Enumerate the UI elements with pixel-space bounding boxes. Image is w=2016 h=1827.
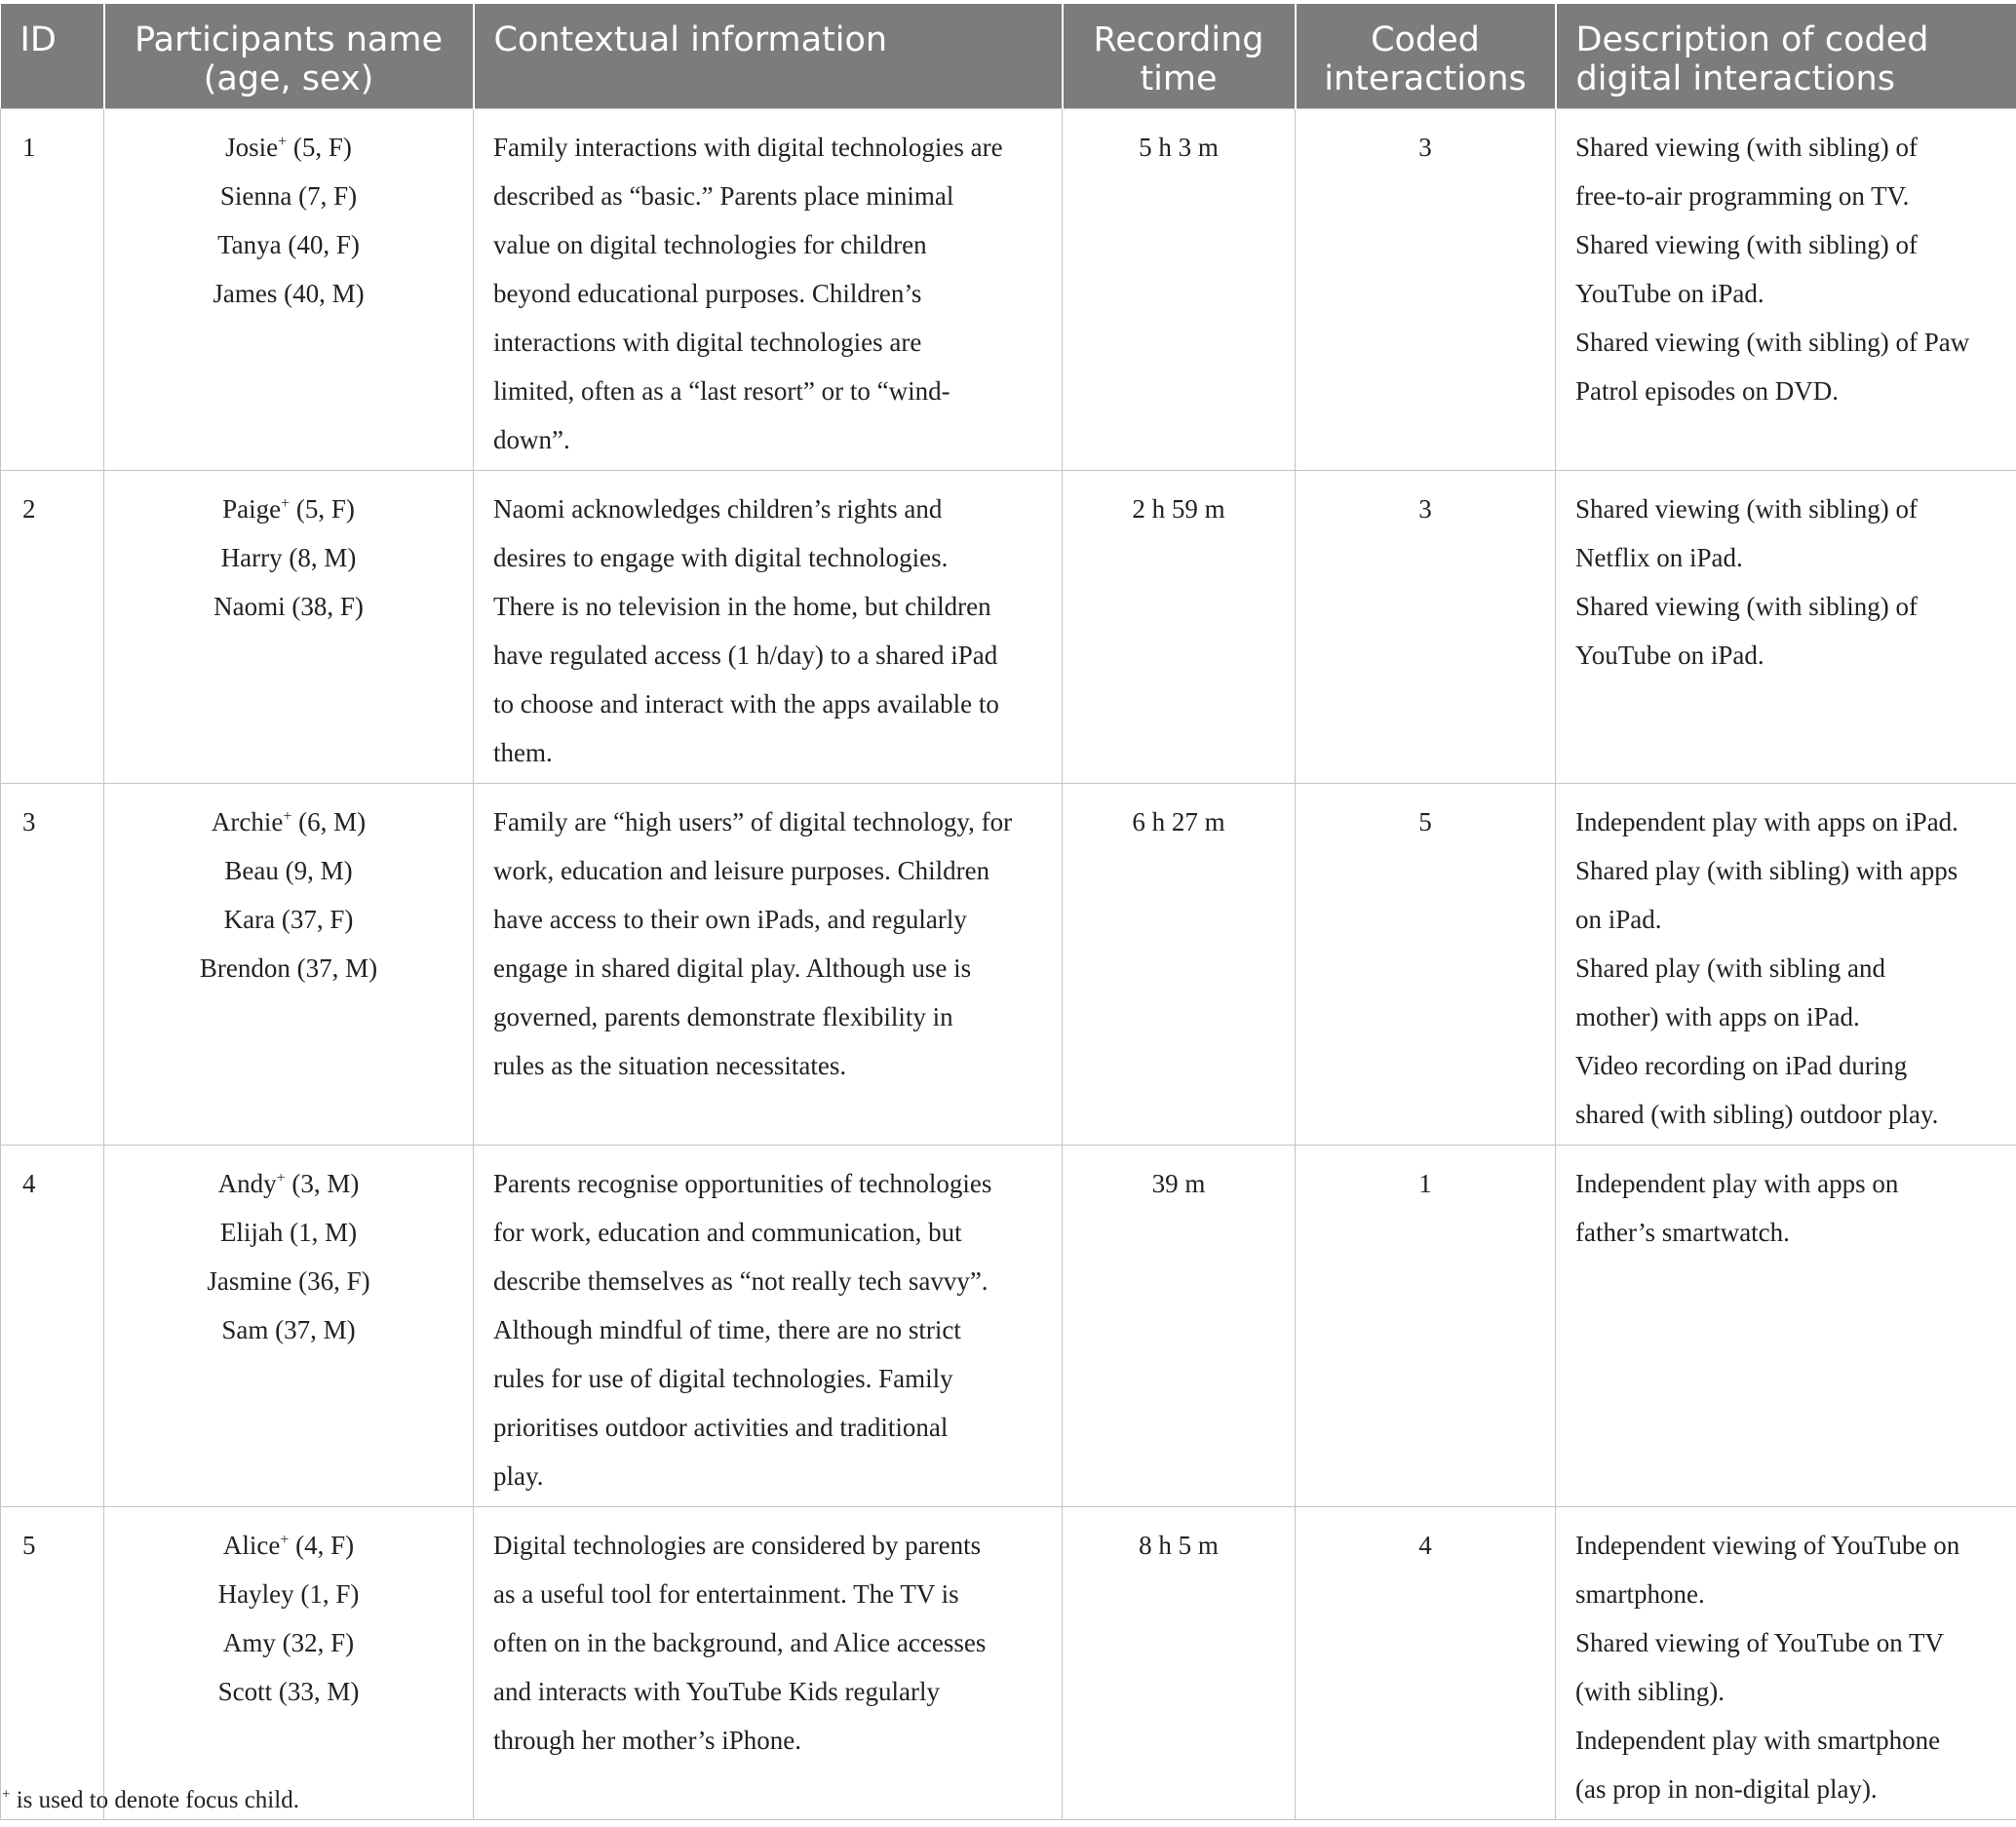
focus-mark: + bbox=[2, 1786, 11, 1803]
participant-age-sex: (5, F) bbox=[287, 133, 352, 162]
description-line: Independent play with apps on iPad. bbox=[1575, 807, 1958, 836]
participant-age-sex: (37, F) bbox=[275, 905, 354, 934]
context-line: There is no television in the home, but children bbox=[493, 592, 991, 621]
context-line: prioritises outdoor activities and traditional bbox=[493, 1413, 949, 1442]
cell-coded-interactions bbox=[1296, 1146, 1556, 1507]
cell-coded-interactions bbox=[1296, 1507, 1556, 1820]
participant-entry bbox=[124, 797, 453, 846]
participant-entry bbox=[124, 269, 453, 318]
description-line: smartphone. bbox=[1575, 1579, 1705, 1609]
cell-recording-time bbox=[1063, 784, 1296, 1146]
context-line: Digital technologies are considered by parents bbox=[493, 1531, 982, 1560]
description-line: Shared viewing (with sibling) of bbox=[1575, 494, 1918, 524]
header-coded-interactions: Coded interactions bbox=[1296, 4, 1556, 109]
cell-participants bbox=[104, 1507, 474, 1820]
cell-coded-interactions bbox=[1296, 109, 1556, 471]
participant-entry bbox=[124, 582, 453, 631]
context-line: Parents recognise opportunities of technologies bbox=[493, 1169, 992, 1198]
context-line: have regulated access (1 h/day) to a shared iPad bbox=[493, 641, 998, 670]
focus-child-mark: + bbox=[276, 1170, 286, 1186]
participant-age-sex: (5, F) bbox=[290, 494, 355, 524]
coded-interactions-value: 5 bbox=[1418, 807, 1432, 836]
cell-participants bbox=[104, 784, 474, 1146]
cell-coded-interactions bbox=[1296, 471, 1556, 784]
cell-participants bbox=[104, 109, 474, 471]
description-line: Shared viewing (with sibling) of bbox=[1575, 230, 1918, 259]
participant-name: Naomi bbox=[213, 592, 286, 621]
row-id: 1 bbox=[22, 133, 36, 162]
context-line: Family are “high users” of digital technology, for bbox=[493, 807, 1013, 836]
table-row bbox=[1, 1146, 2016, 1507]
context-line: play. bbox=[493, 1461, 544, 1491]
cell-context bbox=[474, 1146, 1063, 1507]
participant-age-sex: (37, M) bbox=[290, 953, 378, 983]
participant-name: Sienna bbox=[219, 181, 292, 211]
description-line: father’s smartwatch. bbox=[1575, 1218, 1790, 1247]
context-line: and interacts with YouTube Kids regularly bbox=[493, 1677, 940, 1706]
participant-entry bbox=[124, 895, 453, 944]
table-header-row bbox=[1, 4, 2016, 109]
participant-entry bbox=[124, 1257, 453, 1305]
participant-entry bbox=[124, 944, 453, 992]
header-description: Description of coded digital interactions bbox=[1556, 4, 2016, 109]
description-line: (with sibling). bbox=[1575, 1677, 1725, 1706]
description-line: free-to-air programming on TV. bbox=[1575, 181, 1910, 211]
context-line: often on in the background, and Alice accesses bbox=[493, 1628, 987, 1657]
participant-age-sex: (7, F) bbox=[291, 181, 358, 211]
participant-name: Kara bbox=[223, 905, 276, 934]
participant-name: Amy bbox=[222, 1628, 276, 1657]
context-line: have access to their own iPads, and regularly bbox=[493, 905, 967, 934]
description-line: Shared viewing of YouTube on TV bbox=[1575, 1628, 1945, 1657]
description-line: Patrol episodes on DVD. bbox=[1575, 376, 1839, 406]
participant-age-sex: (9, M) bbox=[278, 856, 353, 885]
focus-child-mark: + bbox=[283, 808, 292, 825]
participant-entry bbox=[124, 123, 453, 172]
participant-entry bbox=[124, 1305, 453, 1354]
participant-age-sex: (4, F) bbox=[289, 1531, 355, 1560]
participant-entry bbox=[124, 1667, 453, 1716]
description-line: Independent play with apps on bbox=[1575, 1169, 1899, 1198]
row-id: 3 bbox=[22, 807, 36, 836]
cell-id bbox=[1, 1146, 104, 1507]
description-line: Shared play (with sibling) with apps bbox=[1575, 856, 1958, 885]
focus-child-mark: + bbox=[278, 134, 288, 150]
context-line: them. bbox=[493, 738, 553, 767]
description-line: Shared viewing (with sibling) of bbox=[1575, 592, 1918, 621]
description-line: Video recording on iPad during bbox=[1575, 1051, 1908, 1080]
cell-id bbox=[1, 1507, 104, 1820]
participant-entry bbox=[124, 220, 453, 269]
context-line: rules for use of digital technologies. Family bbox=[493, 1364, 953, 1393]
description-line: YouTube on iPad. bbox=[1575, 641, 1764, 670]
participant-age-sex: (37, M) bbox=[268, 1315, 356, 1344]
participant-entry bbox=[124, 1570, 453, 1618]
participant-age-sex: (32, F) bbox=[275, 1628, 355, 1657]
recording-time-value: 8 h 5 m bbox=[1139, 1531, 1219, 1560]
cell-context bbox=[474, 1507, 1063, 1820]
row-id: 2 bbox=[22, 494, 36, 524]
context-line: work, education and leisure purposes. Children bbox=[493, 856, 990, 885]
cell-participants bbox=[104, 471, 474, 784]
context-line: governed, parents demonstrate flexibility in bbox=[493, 1002, 953, 1031]
cell-id bbox=[1, 109, 104, 471]
context-line: describe themselves as “not really tech savvy”. bbox=[493, 1266, 989, 1296]
cell-description bbox=[1556, 109, 2016, 471]
participant-age-sex: (40, M) bbox=[277, 279, 365, 308]
row-id: 5 bbox=[22, 1531, 36, 1560]
participant-name: Andy bbox=[217, 1169, 277, 1198]
context-line: interactions with digital technologies are bbox=[493, 328, 922, 357]
header-participants: Participants name (age, sex) bbox=[104, 4, 474, 109]
cell-context bbox=[474, 784, 1063, 1146]
participant-age-sex: (38, F) bbox=[285, 592, 364, 621]
participant-name: James bbox=[213, 279, 278, 308]
coded-interactions-value: 3 bbox=[1418, 494, 1432, 524]
footnote bbox=[2, 1787, 299, 1814]
participants-table-container bbox=[0, 4, 2016, 1820]
participant-age-sex: (3, M) bbox=[285, 1169, 360, 1198]
participant-name: Paige bbox=[222, 494, 282, 524]
context-line: down”. bbox=[493, 425, 570, 454]
cell-context bbox=[474, 471, 1063, 784]
coded-interactions-value: 1 bbox=[1418, 1169, 1432, 1198]
cell-context bbox=[474, 109, 1063, 471]
participant-name: Alice bbox=[222, 1531, 281, 1560]
participant-name: Josie bbox=[225, 133, 279, 162]
context-line: Naomi acknowledges children’s rights and bbox=[493, 494, 943, 524]
participant-entry bbox=[124, 485, 453, 533]
description-line: Shared play (with sibling and bbox=[1575, 953, 1885, 983]
table-row bbox=[1, 109, 2016, 471]
participant-name: Archie bbox=[211, 807, 284, 836]
recording-time-value: 2 h 59 m bbox=[1132, 494, 1225, 524]
recording-time-value: 39 m bbox=[1151, 1169, 1206, 1198]
participant-age-sex: (1, F) bbox=[293, 1579, 360, 1609]
header-id: ID bbox=[1, 4, 104, 109]
participant-age-sex: (1, M) bbox=[283, 1218, 358, 1247]
cell-coded-interactions bbox=[1296, 784, 1556, 1146]
context-line: to choose and interact with the apps available to bbox=[493, 689, 999, 719]
participants-table bbox=[0, 4, 2016, 1820]
context-line: engage in shared digital play. Although use is bbox=[493, 953, 972, 983]
participant-entry bbox=[124, 172, 453, 220]
focus-child-mark: + bbox=[280, 1532, 290, 1548]
footnote-text: is used to denote focus child. bbox=[10, 1787, 299, 1813]
description-line: YouTube on iPad. bbox=[1575, 279, 1764, 308]
participant-age-sex: (33, M) bbox=[272, 1677, 360, 1706]
participant-entry bbox=[124, 1208, 453, 1257]
description-line: (as prop in non-digital play). bbox=[1575, 1774, 1878, 1804]
context-line: desires to engage with digital technologies. bbox=[493, 543, 949, 572]
header-context: Contextual information bbox=[474, 4, 1063, 109]
description-line: Shared viewing (with sibling) of bbox=[1575, 133, 1918, 162]
cell-recording-time bbox=[1063, 1146, 1296, 1507]
coded-interactions-value: 4 bbox=[1418, 1531, 1432, 1560]
participant-entry bbox=[124, 846, 453, 895]
context-line: Family interactions with digital technologies are bbox=[493, 133, 1003, 162]
context-line: as a useful tool for entertainment. The TV is bbox=[493, 1579, 959, 1609]
cell-description bbox=[1556, 784, 2016, 1146]
context-line: rules as the situation necessitates. bbox=[493, 1051, 847, 1080]
context-line: value on digital technologies for children bbox=[493, 230, 927, 259]
participant-name: Tanya bbox=[217, 230, 282, 259]
participant-name: Jasmine bbox=[207, 1266, 292, 1296]
participant-name: Harry bbox=[220, 543, 283, 572]
participant-age-sex: (36, F) bbox=[291, 1266, 370, 1296]
context-line: limited, often as a “last resort” or to “wind- bbox=[493, 376, 950, 406]
participant-name: Beau bbox=[224, 856, 279, 885]
cell-id bbox=[1, 784, 104, 1146]
participant-name: Brendon bbox=[199, 953, 291, 983]
table-row bbox=[1, 1507, 2016, 1820]
description-line: Independent play with smartphone bbox=[1575, 1726, 1941, 1755]
participant-entry bbox=[124, 1618, 453, 1667]
context-line: Although mindful of time, there are no strict bbox=[493, 1315, 961, 1344]
table-row bbox=[1, 784, 2016, 1146]
cell-description bbox=[1556, 1146, 2016, 1507]
description-line: Netflix on iPad. bbox=[1575, 543, 1743, 572]
context-line: for work, education and communication, but bbox=[493, 1218, 962, 1247]
row-id: 4 bbox=[22, 1169, 36, 1198]
table-row bbox=[1, 471, 2016, 784]
description-line: Independent viewing of YouTube on bbox=[1575, 1531, 1960, 1560]
description-line: shared (with sibling) outdoor play. bbox=[1575, 1100, 1939, 1129]
participant-name: Scott bbox=[217, 1677, 273, 1706]
recording-time-value: 6 h 27 m bbox=[1132, 807, 1225, 836]
table-body bbox=[1, 109, 2016, 1820]
coded-interactions-value: 3 bbox=[1418, 133, 1432, 162]
participant-entry bbox=[124, 1159, 453, 1208]
participant-name: Hayley bbox=[217, 1579, 294, 1609]
cell-id bbox=[1, 471, 104, 784]
context-line: described as “basic.” Parents place minimal bbox=[493, 181, 954, 211]
header-recording-time: Recording time bbox=[1063, 4, 1296, 109]
context-line: through her mother’s iPhone. bbox=[493, 1726, 801, 1755]
description-line: on iPad. bbox=[1575, 905, 1662, 934]
description-line: mother) with apps on iPad. bbox=[1575, 1002, 1860, 1031]
participant-entry bbox=[124, 533, 453, 582]
cell-recording-time bbox=[1063, 471, 1296, 784]
participant-age-sex: (40, F) bbox=[281, 230, 360, 259]
participant-entry bbox=[124, 1521, 453, 1570]
participant-name: Sam bbox=[221, 1315, 269, 1344]
participant-age-sex: (8, M) bbox=[282, 543, 357, 572]
participant-age-sex: (6, M) bbox=[291, 807, 367, 836]
cell-description bbox=[1556, 1507, 2016, 1820]
cell-recording-time bbox=[1063, 109, 1296, 471]
participant-name: Elijah bbox=[219, 1218, 284, 1247]
focus-child-mark: + bbox=[281, 495, 291, 512]
cell-participants bbox=[104, 1146, 474, 1507]
cell-description bbox=[1556, 471, 2016, 784]
description-line: Shared viewing (with sibling) of Paw bbox=[1575, 328, 1970, 357]
recording-time-value: 5 h 3 m bbox=[1139, 133, 1219, 162]
context-line: beyond educational purposes. Children’s bbox=[493, 279, 922, 308]
cell-recording-time bbox=[1063, 1507, 1296, 1820]
